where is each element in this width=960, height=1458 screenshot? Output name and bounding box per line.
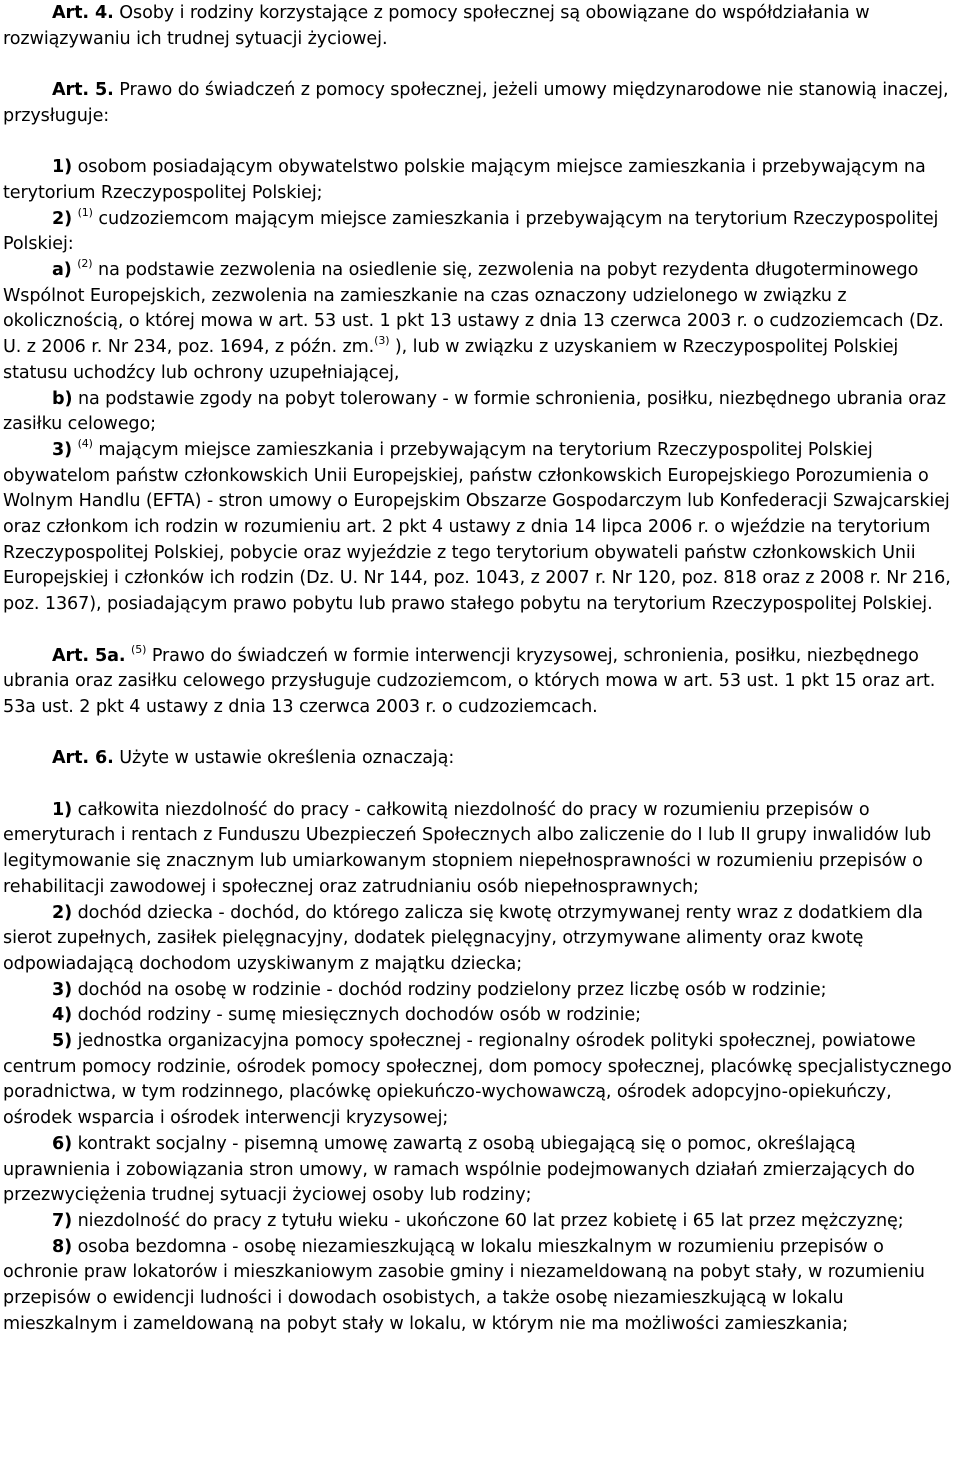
footnote-ref: (4): [77, 437, 93, 451]
item-text: osoba bezdomna - osobę niezamieszkującą w lokalu mieszkalnym w rozumieniu przepisów o ochronie praw lokatorów i mieszkaniowym zasobie gminy i niezameldowaną na pobyt stały, w rozumieniu przepisów o ewidencji ludności i dowodach osobistych, a także osobę niezamieszkującą w lokalu mieszkalnym i zameldowaną na pobyt stały w lokalu, w którym nie ma możliwości zamieszkania;: [3, 1236, 925, 1334]
item-text: kontrakt socjalny - pisemną umowę zawartą z osobą ubiegającą się o pomoc, określającą uprawnienia i zobowiązania stron umowy, w ramach wspólnie podejmowanych działań zmierzających do przezwyciężenia trudnej sytuacji życiowej osoby lub rodziny;: [3, 1133, 915, 1206]
article-6-item-8: [3, 1235, 953, 1338]
article-5a-label: Art. 5a.: [52, 645, 126, 666]
article-6-item-7: [3, 1209, 953, 1235]
item-text: dochód dziecka - dochód, do którego zalicza się kwotę otrzymywanej renty wraz z dodatkiem dla sierot zupełnych, zasiłek pielęgnacyjny, dodatek pielęgnacyjny, otrzymywane alimenty oraz kwotę odpowiadającą dochodom uzyskiwanym z majątku dziecka;: [3, 902, 923, 974]
article-6-label: Art. 6.: [52, 748, 114, 769]
article-4: [3, 1, 953, 52]
item-number: 3): [52, 979, 73, 1000]
article-5: [3, 78, 953, 129]
article-5-label: Art. 5.: [52, 80, 114, 101]
article-5-item-2: [3, 207, 953, 258]
item-text: całkowita niezdolność do pracy - całkowitą niezdolność do pracy w rozumieniu przepisów o emeryturach i rentach z Funduszu Ubezpieczeń Społecznych albo zaliczenie do I lub II grupy inwalidów lub legitymowanie się znacznym lub umiarkowanym stopniem niepełnosprawności w rozumieniu przepisów o rehabilitacji zawodowej i społecznej oraz zatrudnianiu osób niepełnosprawnych;: [3, 799, 932, 897]
article-4-label: Art. 4.: [52, 3, 114, 23]
item-number: 6): [52, 1133, 73, 1154]
article-4-text: Osoby i rodziny korzystające z pomocy społecznej są obowiązane do współdziałania w rozwiązywaniu ich trudnej sytuacji życiowej.: [3, 3, 870, 49]
article-5a: [3, 644, 953, 721]
article-5-text: Prawo do świadczeń z pomocy społecznej, jeżeli umowy międzynarodowe nie stanowią inaczej, przysługuje:: [3, 80, 949, 126]
item-number: 2): [52, 902, 73, 923]
footnote-ref: (5): [131, 642, 147, 656]
spacer: [3, 721, 953, 747]
article-5a-text: Prawo do świadczeń w formie interwencji kryzysowej, schronienia, posiłku, niezbędnego ubrania oraz zasiłku celowego przysługuje cudzoziemcom, o których mowa w art. 53 ust. 1 pkt 15 oraz art. 53a ust. 2 pkt 4 ustawy z dnia 13 czerwca 2003 r. o cudzoziemcach.: [3, 645, 936, 717]
article-6-item-3: [3, 978, 953, 1004]
item-text: osobom posiadającym obywatelstwo polskie mającym miejsce zamieszkania i przebywającym na terytorium Rzeczypospolitej Polskiej;: [3, 157, 926, 203]
article-6-item-4: [3, 1003, 953, 1029]
item-text: mającym miejsce zamieszkania i przebywającym na terytorium Rzeczypospolitej Polskiej obywatelom państw członkowskich Unii Europejskiej, państw członkowskich Europejskiego Porozumienia o Wolnym Handlu (EFTA) - stron umowy o Europejskim Obszarze Gospodarczym lub Konfederacji Szwajcarskiej oraz członkom ich rodzin w rozumieniu art. 2 pkt 4 ustawy z dnia 14 lipca 2006 r. o wjeździe na terytorium Rzeczypospolitej Polskiej, pobycie oraz wyjeździe z tego terytorium obywateli państw członkowskich Unii Europejskiej i członków ich rodzin (Dz. U. Nr 144, poz. 1043, z 2007 r. Nr 120, poz. 818 oraz z 2008 r. Nr 216, poz. 1367), posiadającym prawo pobytu lub prawo stałego pobytu na terytorium Rzeczypospolitej Polskiej.: [3, 439, 951, 615]
article-5-item-3: [3, 438, 953, 618]
item-number: 1): [52, 157, 73, 178]
item-number: 2): [52, 208, 73, 229]
item-number: 3): [52, 439, 73, 460]
item-text: jednostka organizacyjna pomocy społecznej - regionalny ośrodek polityki społecznej, powiatowe centrum pomocy rodzinie, ośrodek pomocy społecznej, dom pomocy społecznej, placówkę specjalistycznego poradnictwa, w tym rodzinnego, placówkę opiekuńczo-wychowawczą, ośrodek adopcyjno-opiekuńczy, ośrodek wsparcia i ośrodek interwencji kryzysowej;: [3, 1031, 952, 1129]
article-5-item-2a: [3, 258, 953, 387]
item-number: 1): [52, 799, 73, 820]
article-6-item-5: [3, 1029, 953, 1132]
footnote-ref: (2): [77, 257, 93, 271]
item-number: b): [52, 388, 73, 409]
item-number: 5): [52, 1031, 73, 1052]
item-text: dochód na osobę w rodzinie - dochód rodziny podzielony przez liczbę osób w rodzinie;: [77, 979, 827, 1000]
document-page: [3, 1, 953, 1337]
item-number: 7): [52, 1210, 73, 1231]
item-number: a): [52, 260, 72, 280]
item-text-continued: ), lub w związku z uzyskaniem w Rzeczypospolitej Polskiej statusu uchodźcy lub ochrony uzupełniającej,: [3, 337, 899, 383]
spacer: [3, 618, 953, 644]
item-number: 8): [52, 1236, 73, 1257]
spacer: [3, 52, 953, 78]
article-6-text: Użyte w ustawie określenia oznaczają:: [119, 748, 455, 769]
spacer: [3, 130, 953, 156]
item-text: niezdolność do pracy z tytułu wieku - ukończone 60 lat przez kobietę i 65 lat przez mężczyznę;: [77, 1210, 904, 1231]
article-5-item-1: [3, 155, 953, 206]
article-6-item-6: [3, 1132, 953, 1209]
item-text: na podstawie zgody na pobyt tolerowany - w formie schronienia, posiłku, niezbędnego ubrania oraz zasiłku celowego;: [3, 388, 946, 435]
item-number: 4): [52, 1005, 73, 1026]
footnote-ref: (1): [77, 205, 93, 219]
item-text: na podstawie zezwolenia na osiedlenie się, zezwolenia na pobyt rezydenta długoterminowego Wspólnot Europejskich, zezwolenia na zamieszkanie na czas oznaczony udzielonego w związku z okolicznością, o której mowa w art. 53 ust. 1 pkt 13 ustawy z dnia 13 czerwca 2003 r. o cudzoziemcach (Dz. U. z 2006 r. Nr 234, poz. 1694, z późn. zm.: [3, 260, 944, 358]
footnote-ref: (3): [374, 334, 390, 348]
article-6: [3, 746, 953, 772]
article-6-item-1: [3, 798, 953, 901]
article-5-item-2b: [3, 387, 953, 438]
article-6-item-2: [3, 901, 953, 978]
item-text: dochód rodziny - sumę miesięcznych dochodów osób w rodzinie;: [77, 1005, 641, 1026]
item-text: cudzoziemcom mającym miejsce zamieszkania i przebywającym na terytorium Rzeczypospolitej Polskiej:: [3, 208, 939, 255]
spacer: [3, 772, 953, 798]
